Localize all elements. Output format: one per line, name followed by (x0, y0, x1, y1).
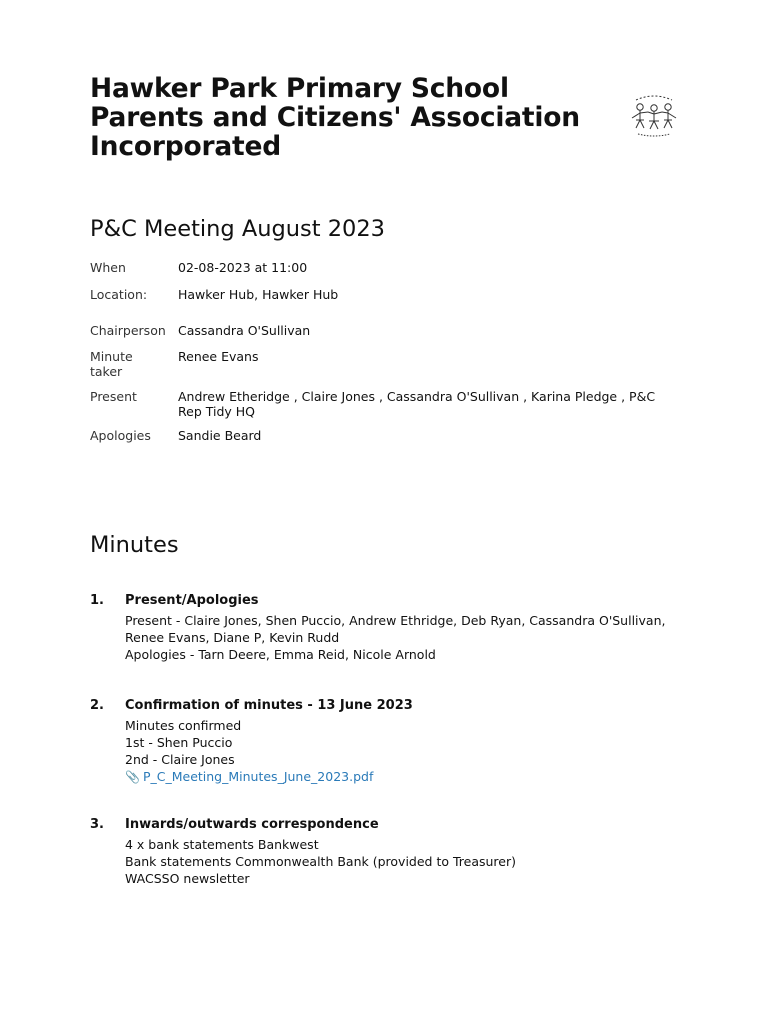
meta-label: Minute taker (90, 349, 133, 379)
meta-label: Location: (90, 287, 148, 302)
meeting-title: P&C Meeting August 2023 (90, 216, 385, 242)
item-line: 1st - Shen Puccio (125, 735, 233, 750)
organisation-title: Hawker Park Primary School Parents and Citizens' Association Incorporated (90, 73, 580, 162)
school-children-logo-icon (626, 92, 682, 138)
item-line: Apologies - Tarn Deere, Emma Reid, Nicole Arnold (125, 647, 436, 662)
meta-label: Chairperson (90, 323, 166, 338)
item-line: WACSSO newsletter (125, 871, 250, 886)
item-number: 1. (90, 593, 104, 608)
item-line: Minutes confirmed (125, 718, 242, 733)
attachment-link[interactable] (125, 768, 685, 786)
item-line: Bank statements Commonwealth Bank (provided to Treasurer) (125, 854, 516, 869)
meta-value: Cassandra O'Sullivan (178, 323, 311, 338)
item-line: 2nd - Claire Jones (125, 752, 235, 767)
meta-label: Present (90, 389, 137, 404)
meta-label: When (90, 260, 126, 275)
meta-value: 02-08-2023 at 11:00 (178, 260, 308, 275)
meta-label: Apologies (90, 428, 151, 443)
item-line: 4 x bank statements Bankwest (125, 837, 319, 852)
attachment-filename: P_C_Meeting_Minutes_June_2023.pdf (142, 769, 374, 784)
item-line: Present - Claire Jones, Shen Puccio, Andrew Ethridge, Deb Ryan, Cassandra O'Sullivan, Renee Evans, Diane P, Kevin Rudd (125, 613, 666, 645)
item-heading: Present/Apologies (125, 593, 259, 608)
meta-value: Andrew Etheridge , Claire Jones , Cassandra O'Sullivan , Karina Pledge , P&C Rep Tidy HQ (178, 389, 656, 419)
item-heading: Inwards/outwards correspondence (125, 817, 379, 832)
minutes-title: Minutes (90, 532, 179, 558)
meta-value: Renee Evans (178, 349, 259, 364)
item-heading: Confirmation of minutes - 13 June 2023 (125, 698, 413, 713)
meta-value: Hawker Hub, Hawker Hub (178, 287, 339, 302)
meta-value: Sandie Beard (178, 428, 262, 443)
item-number: 3. (90, 817, 104, 832)
item-number: 2. (90, 698, 104, 713)
paperclip-icon: 📎 (125, 770, 140, 784)
